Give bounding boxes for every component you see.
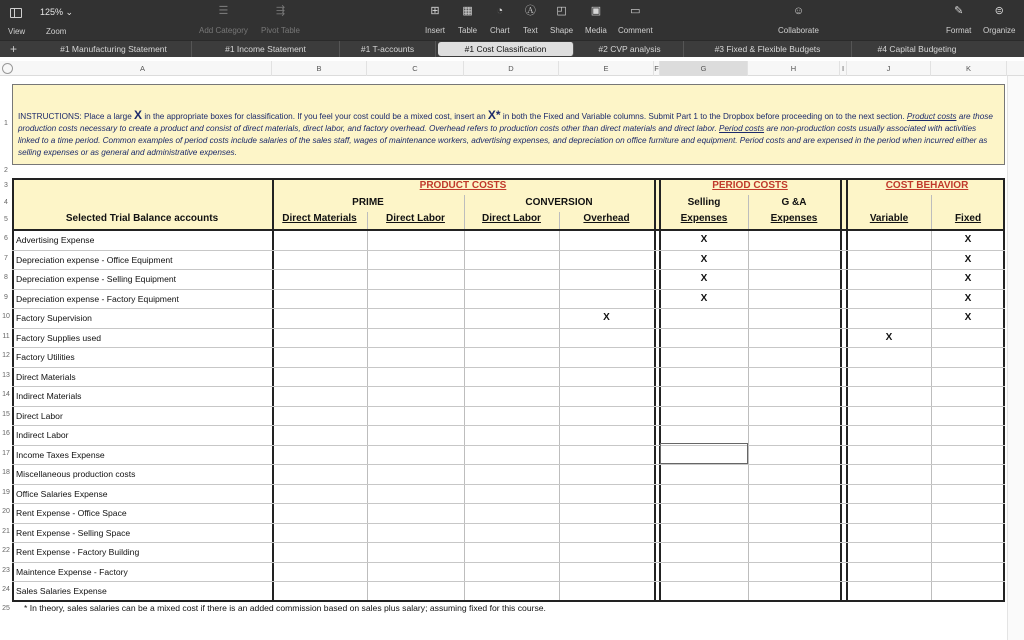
row-divider bbox=[12, 367, 1005, 368]
grid-line bbox=[840, 178, 842, 602]
account-cell[interactable]: Depreciation expense - Office Equipment bbox=[16, 255, 173, 265]
table-button[interactable]: ▦ Table bbox=[458, 5, 478, 35]
account-cell[interactable]: Income Taxes Expense bbox=[16, 450, 105, 460]
row-number: 18 bbox=[2, 469, 10, 476]
row-divider bbox=[12, 250, 1005, 251]
account-cell[interactable]: Office Salaries Expense bbox=[16, 489, 108, 499]
chart-icon: ◔ bbox=[496, 5, 504, 17]
instructions-text: INSTRUCTIONS: Place a large bbox=[18, 112, 135, 121]
row-number: 10 bbox=[2, 313, 10, 320]
selected-cell[interactable] bbox=[660, 443, 748, 464]
row-number: 2 bbox=[4, 167, 8, 174]
format-button[interactable]: ✎ Format bbox=[946, 5, 972, 35]
row-number: 12 bbox=[2, 352, 10, 359]
row-number: 19 bbox=[2, 489, 10, 496]
pivot-table-icon: ⇶ bbox=[275, 5, 286, 17]
tab-manufacturing-statement[interactable]: #1 Manufacturing Statement bbox=[36, 41, 192, 57]
account-cell[interactable]: Miscellaneous production costs bbox=[16, 469, 136, 479]
tab-cost-classification[interactable]: #1 Cost Classification bbox=[438, 42, 574, 56]
row-divider bbox=[12, 445, 1005, 446]
table-border-bottom bbox=[12, 600, 1005, 602]
row-number: 23 bbox=[2, 567, 10, 574]
shape-icon: ◰ bbox=[556, 5, 567, 17]
instructions-box[interactable] bbox=[12, 84, 1005, 165]
insert-icon: ⊞ bbox=[430, 5, 440, 17]
account-cell[interactable]: Indirect Materials bbox=[16, 391, 82, 401]
row-number: 25 bbox=[2, 605, 10, 612]
tab-cvp-analysis[interactable]: #2 CVP analysis bbox=[576, 41, 684, 57]
grid-line bbox=[654, 178, 656, 602]
selling-header: Selling bbox=[687, 197, 721, 208]
selling-cell[interactable]: X bbox=[700, 234, 708, 245]
view-icon[interactable] bbox=[10, 8, 22, 18]
period-costs-term: Period costs bbox=[719, 124, 765, 133]
row-number: 17 bbox=[2, 450, 10, 457]
tab-fixed-flexible-budgets[interactable]: #3 Fixed & Flexible Budgets bbox=[684, 41, 852, 57]
variable-cell[interactable]: X bbox=[885, 332, 893, 343]
account-cell[interactable]: Rent Expense - Factory Building bbox=[16, 547, 140, 557]
account-cell[interactable]: Direct Materials bbox=[16, 372, 76, 382]
grid-line bbox=[464, 195, 465, 602]
media-button[interactable]: ▣ Media bbox=[585, 5, 607, 35]
row-number: 4 bbox=[4, 199, 8, 206]
row-number: 21 bbox=[2, 528, 10, 535]
row-divider bbox=[12, 406, 1005, 407]
row-number: 9 bbox=[4, 294, 8, 301]
overhead-column-header: Overhead bbox=[583, 213, 630, 224]
collaborate-icon: ☺ bbox=[792, 5, 805, 17]
column-header-d[interactable]: D bbox=[464, 61, 559, 76]
row-number: 20 bbox=[2, 508, 10, 515]
grid-line bbox=[846, 178, 848, 602]
row-divider bbox=[12, 581, 1005, 582]
row-number: 15 bbox=[2, 411, 10, 418]
add-category-button[interactable]: ☰ Add Category bbox=[199, 5, 248, 35]
row-divider bbox=[12, 562, 1005, 563]
product-costs-header: PRODUCT COSTS bbox=[419, 180, 507, 191]
row-number: 16 bbox=[2, 430, 10, 437]
row-divider bbox=[12, 484, 1005, 485]
view-label: View bbox=[8, 27, 26, 36]
row-divider bbox=[12, 542, 1005, 543]
zoom-label: Zoom bbox=[46, 27, 67, 36]
account-cell[interactable]: Factory Supervision bbox=[16, 313, 92, 323]
row-divider bbox=[12, 464, 1005, 465]
account-cell[interactable]: Factory Supplies used bbox=[16, 333, 102, 343]
direct-labor-prime-column-header: Direct Labor bbox=[386, 213, 445, 224]
organize-button[interactable]: ⊜ Organize bbox=[983, 5, 1016, 35]
fixed-cell[interactable]: X bbox=[964, 312, 972, 323]
column-header-h[interactable]: H bbox=[748, 61, 840, 76]
row-number: 24 bbox=[2, 586, 10, 593]
row-number: 5 bbox=[4, 216, 8, 223]
row-number: 11 bbox=[2, 333, 10, 340]
grid-line bbox=[367, 212, 368, 602]
row-number: 22 bbox=[2, 547, 10, 554]
row-number: 1 bbox=[4, 120, 8, 127]
text-button[interactable]: Ⓐ Text bbox=[523, 5, 538, 35]
account-cell[interactable]: Direct Labor bbox=[16, 411, 63, 421]
row-divider bbox=[12, 308, 1005, 309]
account-cell[interactable]: Factory Utilities bbox=[16, 352, 75, 362]
sheet-tab-bar bbox=[0, 40, 1024, 57]
toolbar bbox=[0, 0, 1024, 40]
row-number: 3 bbox=[4, 182, 8, 189]
overhead-cell[interactable]: X bbox=[603, 312, 610, 323]
instructions-text: are those production costs necessary to create a product and consist of direct materials, direct labor, and factory overhead. Overhead refers to production costs other than direct materials and direct labor. bbox=[18, 112, 993, 133]
row-divider bbox=[12, 347, 1005, 348]
account-cell[interactable]: Rent Expense - Selling Space bbox=[16, 528, 131, 538]
comment-button[interactable]: ▭ Comment bbox=[618, 5, 653, 35]
tab-capital-budgeting[interactable]: #4 Capital Budgeting bbox=[877, 44, 957, 54]
zoom-dropdown[interactable]: 125% ⌄ bbox=[40, 7, 74, 17]
comment-icon: ▭ bbox=[630, 5, 641, 17]
variable-column-header: Variable bbox=[869, 213, 909, 224]
account-cell[interactable]: Depreciation expense - Selling Equipment bbox=[16, 274, 177, 284]
column-header-c[interactable]: C bbox=[367, 61, 464, 76]
table-border-left bbox=[12, 178, 14, 602]
row-number: 7 bbox=[4, 255, 8, 262]
table-border-top bbox=[12, 178, 1005, 180]
selling-expenses-column-header: Expenses bbox=[680, 213, 728, 224]
row-divider bbox=[12, 328, 1005, 329]
accounts-column-header: Selected Trial Balance accounts bbox=[65, 213, 219, 224]
account-cell[interactable]: Sales Salaries Expense bbox=[16, 586, 107, 596]
column-header-g[interactable]: G bbox=[660, 61, 748, 76]
selling-cell[interactable]: X bbox=[700, 273, 708, 284]
instructions-text: are non-production costs usually associated with activities linked to a time period. Common examples of period costs include salaries of the sales staff, wages of maintenance workers, advertising expenses, and depreciation on office furniture and equipment. Period costs and are expensed in the period when incurred either as selling expenses or as general and administrative expenses. bbox=[18, 124, 988, 157]
select-all-icon[interactable] bbox=[2, 63, 13, 74]
instructions-big-xstar: X* bbox=[487, 108, 501, 122]
grid-line bbox=[272, 178, 274, 602]
fixed-cell[interactable]: X bbox=[964, 293, 972, 304]
add-category-icon: ☰ bbox=[218, 5, 229, 17]
grid-line bbox=[748, 195, 749, 602]
insert-button[interactable]: ⊞ Insert bbox=[425, 5, 446, 35]
add-sheet-icon[interactable]: + bbox=[10, 42, 18, 56]
media-icon: ▣ bbox=[590, 5, 602, 17]
ga-header: G &A bbox=[781, 197, 807, 208]
account-cell[interactable]: Maintence Expense - Factory bbox=[16, 567, 128, 577]
column-header-bar bbox=[0, 61, 1024, 76]
header-bottom-line bbox=[12, 229, 1005, 231]
row-number: 6 bbox=[4, 235, 8, 242]
column-header-k[interactable]: K bbox=[931, 61, 1007, 76]
account-cell[interactable]: Depreciation expense - Factory Equipment bbox=[16, 294, 179, 304]
footnote: * In theory, sales salaries can be a mixed cost if there is an added commission based on sales plus salary; assuming fixed for this course. bbox=[24, 603, 546, 613]
row-number: 8 bbox=[4, 274, 8, 281]
selling-cell[interactable]: X bbox=[700, 254, 708, 265]
instructions-big-x: X bbox=[134, 108, 143, 122]
cost-behavior-header: COST BEHAVIOR bbox=[885, 180, 969, 191]
ga-expenses-column-header: Expenses bbox=[770, 213, 818, 224]
column-header-j[interactable]: J bbox=[847, 61, 931, 76]
chart-button[interactable]: ◔ Chart bbox=[490, 5, 510, 35]
vertical-scrollbar[interactable] bbox=[1007, 76, 1024, 640]
column-header-e[interactable]: E bbox=[559, 61, 654, 76]
classification-table bbox=[2, 178, 1005, 602]
product-costs-term: Product costs bbox=[906, 112, 957, 121]
format-icon: ✎ bbox=[954, 5, 964, 17]
row-divider bbox=[12, 289, 1005, 290]
account-cell[interactable]: Rent Expense - Office Space bbox=[16, 508, 127, 518]
table-icon: ▦ bbox=[462, 5, 473, 17]
row-divider bbox=[12, 523, 1005, 524]
pivot-table-button[interactable]: ⇶ Pivot Table bbox=[261, 5, 300, 35]
prime-header: PRIME bbox=[352, 197, 384, 208]
column-header-b[interactable]: B bbox=[272, 61, 367, 76]
row-divider bbox=[12, 386, 1005, 387]
direct-materials-column-header: Direct Materials bbox=[282, 213, 357, 224]
instructions-text: in the appropriate boxes for classification. If you feel your cost could be a mixed cost, insert an bbox=[142, 112, 488, 121]
row-divider bbox=[12, 425, 1005, 426]
selling-cell[interactable]: X bbox=[700, 293, 708, 304]
organize-icon: ⊜ bbox=[994, 5, 1004, 17]
direct-labor-conversion-column-header: Direct Labor bbox=[482, 213, 541, 224]
period-costs-header: PERIOD COSTS bbox=[712, 180, 788, 191]
fixed-cell[interactable]: X bbox=[964, 234, 972, 245]
account-cell[interactable]: Indirect Labor bbox=[16, 430, 69, 440]
row-divider bbox=[12, 503, 1005, 504]
fixed-column-header: Fixed bbox=[954, 213, 982, 224]
text-icon: Ⓐ bbox=[524, 5, 536, 17]
column-header-f[interactable]: F bbox=[654, 61, 660, 76]
column-header-a[interactable]: A bbox=[14, 61, 272, 76]
row-divider bbox=[12, 269, 1005, 270]
account-cell[interactable]: Advertising Expense bbox=[16, 235, 95, 245]
conversion-header: CONVERSION bbox=[525, 197, 593, 208]
row-number: 13 bbox=[2, 372, 10, 379]
instructions-text: in both the Fixed and Variable columns. Submit Part 1 to the Dropbox before proceeding on to the next section. bbox=[500, 112, 907, 121]
row-number: 14 bbox=[2, 391, 10, 398]
fixed-cell[interactable]: X bbox=[964, 254, 972, 265]
column-header-i[interactable]: I bbox=[840, 61, 847, 76]
grid-line bbox=[559, 212, 560, 602]
tab-income-statement[interactable]: #1 Income Statement bbox=[192, 41, 340, 57]
fixed-cell[interactable]: X bbox=[964, 273, 972, 284]
shape-button[interactable]: ◰ Shape bbox=[550, 5, 574, 35]
tab-t-accounts[interactable]: #1 T-accounts bbox=[340, 41, 436, 57]
collaborate-button[interactable]: ☺ Collaborate bbox=[778, 5, 819, 35]
